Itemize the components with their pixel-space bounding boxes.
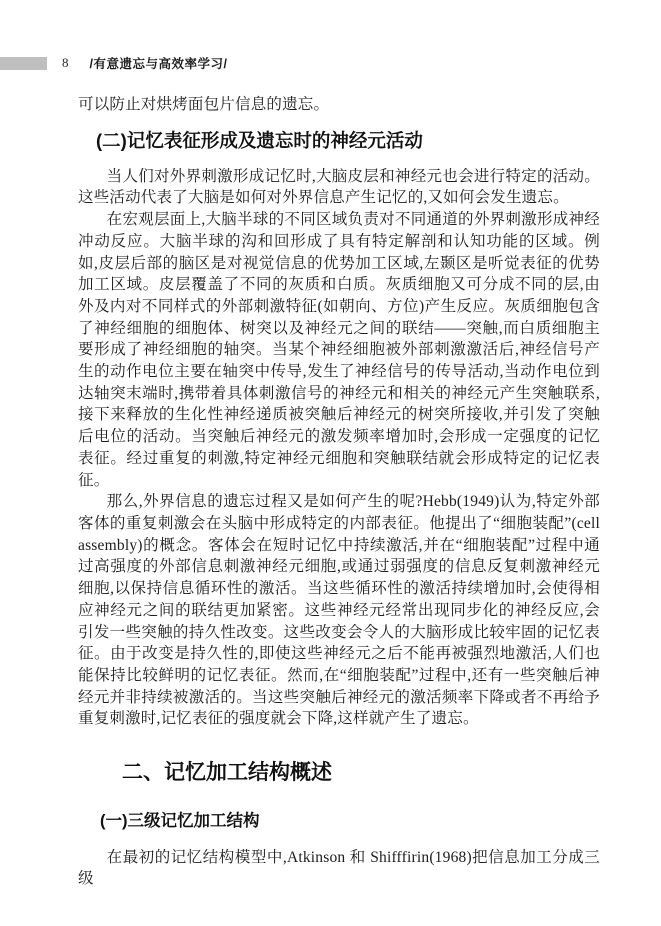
paragraph: 在最初的记忆结构模型中,Atkinson 和 Shifffirin(1968)把信息加工分成三级 <box>78 848 600 888</box>
paragraph-continuation: 可以防止对烘烤面包片信息的遗忘。 <box>78 96 330 113</box>
paragraph: 那么,外界信息的遗忘过程又是如何产生的呢?Hebb(1949)认为,特定外部客体的重复刺激会在头脑中形成特定的内部表征。他提出了“细胞装配”(cell assembly)的概念。客体会在短时记忆中持续激活,并在“细胞装配”过程中通过高强度的外部信息刺激神经元细胞,或通过弱强度的信息反复刺激神经元细胞,以保持信息循环性的激活。当这些循环性的激活持续增加时,会使得相应神经元之间的联结更加紧密。这些神经元经常出现同步化的神经反应,会引发一些突触的持久性改变。这些改变会令人的大脑形成比较牢固的记忆表征。由于改变是持久性的,即使这些神经元之后不能再被强烈地激活,人们也能保持比较鲜明的记忆表征。然而,在“细胞装配”过程中,还有一些突触后神经元并非持续被激活的。当这些突触后神经元的激活频率下降或者不再给予重复刺激时,记忆表征的强度就会下降,这样就产生了遗忘。 <box>78 493 600 728</box>
subsection-heading-three-level: (一)三级记忆加工结构 <box>100 812 260 831</box>
paragraph: 当人们对外界刺激形成记忆时,大脑皮层和神经元也会进行特定的活动。这些活动代表了大脑是如何对外界信息产生记忆的,又如何会发生遗忘。 <box>78 167 600 207</box>
page-header <box>62 53 227 73</box>
page-body <box>78 94 600 890</box>
subsection-heading-neural-activity: (二)记忆表征形成及遗忘时的神经元活动 <box>96 129 423 151</box>
header-edge-bar <box>0 57 47 70</box>
running-title: /有意遗忘与高效率学习/ <box>89 57 228 71</box>
paragraph: 在宏观层面上,大脑半球的不同区域负责对不同通道的外界刺激形成神经冲动反应。大脑半球的沟和回形成了具有特定解剖和认知功能的区域。例如,皮层后部的脑区是对视觉信息的优势加工区域,左颞区是听觉表征的优势加工区域。皮层覆盖了不同的灰质和白质。灰质细胞又可分成不同的层,由外及内对不同样式的外部刺激特征(如朝向、方位)产生反应。灰质细胞包含了神经细胞的细胞体、树突以及神经元之间的联结——突触,而白质细胞主要形成了神经细胞的轴突。当某个神经细胞被外部刺激激活后,神经信号产生的动作电位主要在轴突中传导,发生了神经信号的传导活动,当动作电位到达轴突末端时,携带着具体刺激信号的神经元和相关的神经元产生突触联系,接下来释放的生化性神经递质被突触后神经元的树突所接收,并引发了突触后电位的活动。当突触后神经元的激发频率增加时,会形成一定强度的记忆表征。经过重复的刺激,特定神经元细胞和突触联结就会形成特定的记忆表征。 <box>78 211 600 489</box>
page-number: 8 <box>62 55 69 70</box>
section-heading-memory-structure: 二、记忆加工结构概述 <box>122 761 332 785</box>
